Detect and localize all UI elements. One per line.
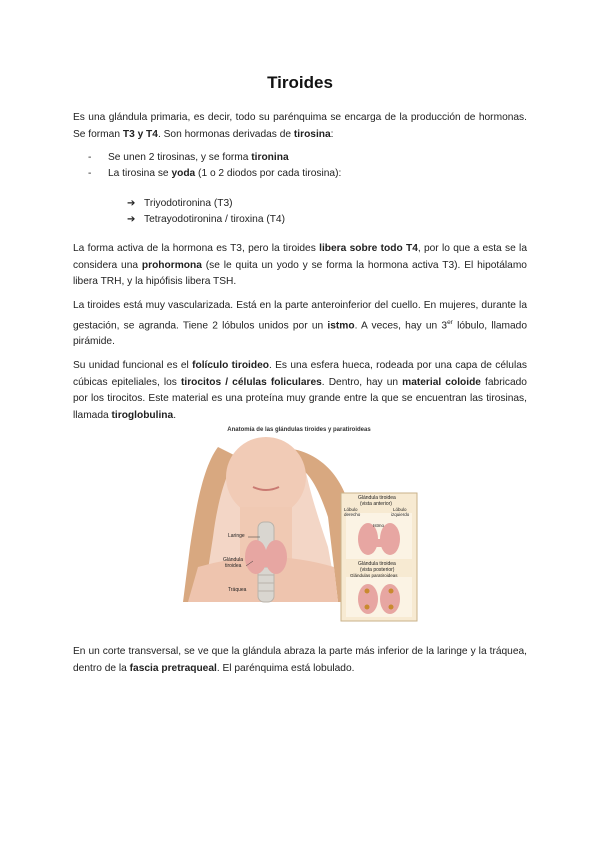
bold-term: tironina [251, 152, 289, 163]
text-span: Tetrayodotironina / tiroxina (T4) [144, 213, 285, 225]
text-span: (1 o 2 diodos por cada tirosina): [195, 167, 342, 179]
arrow-icon: ➔ [127, 213, 136, 225]
bold-term: fascia pretraqueal [129, 662, 217, 674]
text-span: . Es una esfera hueca, rodeada por una capa de células cúbicas epiteliales, los [73, 360, 527, 388]
text-span: En un corte transversal, se ve que la glándula abraza la parte más inferior de la laringe y la tráquea, dentro de la [73, 646, 527, 674]
list-item [88, 166, 341, 182]
figure-title: Anatomía de las glándulas tiroides y paratiroideas [227, 427, 371, 433]
panel1-title: Glándula tiroidea [358, 495, 396, 501]
text-span: . El parénquima está lobulado. [216, 662, 355, 674]
panel1-subtitle: (vista anterior) [360, 501, 392, 507]
text-span: La tiroides está muy vascularizada. Está en la parte anteroinferior del cuello. En mujeres, durante la gestación, se agranda. Tiene 2 lóbulos unidos por un [73, 300, 527, 331]
list-item [127, 196, 285, 212]
bold-term: folículo tiroideo [192, 360, 269, 371]
bold-term: prohormona [141, 259, 202, 271]
text-span: lóbulo, llamado pirámide. [73, 319, 527, 348]
label-glandula: Glándula [223, 557, 244, 563]
label-tiroidea: tiroidea [225, 563, 242, 569]
panel1-isthmus: Istmo [373, 523, 385, 528]
panel1-lobe-left: Lóbulo [393, 507, 407, 512]
panel1-lobe-left-2: izquierdo [391, 512, 410, 517]
arrow-icon: ➔ [127, 198, 136, 209]
bold-term: istmo [327, 319, 355, 331]
panel2-parathyroid: Glándulas paratiroideas [350, 573, 398, 578]
paragraph-vascularization [73, 298, 527, 351]
intro-paragraph [73, 110, 527, 143]
dash-list [88, 150, 341, 181]
label-laringe: Laringe [228, 533, 245, 539]
page-title: Tiroides [267, 73, 333, 92]
text-span: Triyodotironina (T3) [144, 198, 233, 209]
bold-term: tirosina [293, 128, 331, 140]
text-span: . Son hormonas derivadas de [157, 128, 294, 140]
label-traquea: Tráquea [228, 587, 247, 593]
text-span: Su unidad funcional es el [73, 360, 193, 371]
list-item [127, 212, 285, 228]
text-span: . Dentro, hay un [321, 376, 403, 388]
bold-term: tirocitos / células foliculares [180, 376, 322, 388]
panel1-lobe-right: Lóbulo [344, 507, 358, 512]
paragraph-active-form [73, 241, 527, 291]
superscript: er [447, 318, 453, 326]
bold-term: T3 y T4 [122, 128, 158, 140]
panel1-lobe-right-2: derecho [344, 512, 361, 517]
text-span: . A veces, hay un 3 [354, 319, 448, 331]
text-span: La tirosina se [108, 167, 172, 179]
panel2-subtitle: (vista posterior) [360, 567, 395, 573]
list-item [88, 150, 341, 166]
text-span: Es una glándula primaria, es decir, todo su parénquima se encarga de la producción de hormonas. Se forman [73, 112, 527, 140]
text-span: (se le quita un yodo y se forma la hormona activa T3). El hipotálamo libera TRH, y la hipófisis libera TSH. [73, 259, 527, 287]
anatomy-illustration [178, 427, 420, 629]
paragraph-follicle [73, 358, 527, 424]
bold-term: tiroglobulina [111, 409, 174, 421]
thyroid-anatomy-figure [178, 427, 420, 629]
bold-term: material coloide [402, 376, 481, 388]
text-span: , por lo que a esta se la considera una [73, 243, 527, 271]
bold-term: libera sobre todo T4 [319, 243, 418, 254]
text-span: Se unen 2 tirosinas, y se forma [108, 152, 252, 163]
bold-term: yoda [171, 167, 196, 179]
text-span: La forma activa de la hormona es T3, pero la tiroides [73, 243, 320, 254]
text-span: . [173, 409, 177, 421]
text-span: fabricado por los tirocitos. Este material es una proteína muy grande entre la que se encuentran las tirosinas, llamada [73, 376, 527, 421]
panel2-title: Glándula tiroidea [358, 561, 396, 567]
arrow-list [127, 196, 285, 227]
text-span: : [330, 128, 334, 140]
paragraph-cross-section [73, 644, 527, 677]
